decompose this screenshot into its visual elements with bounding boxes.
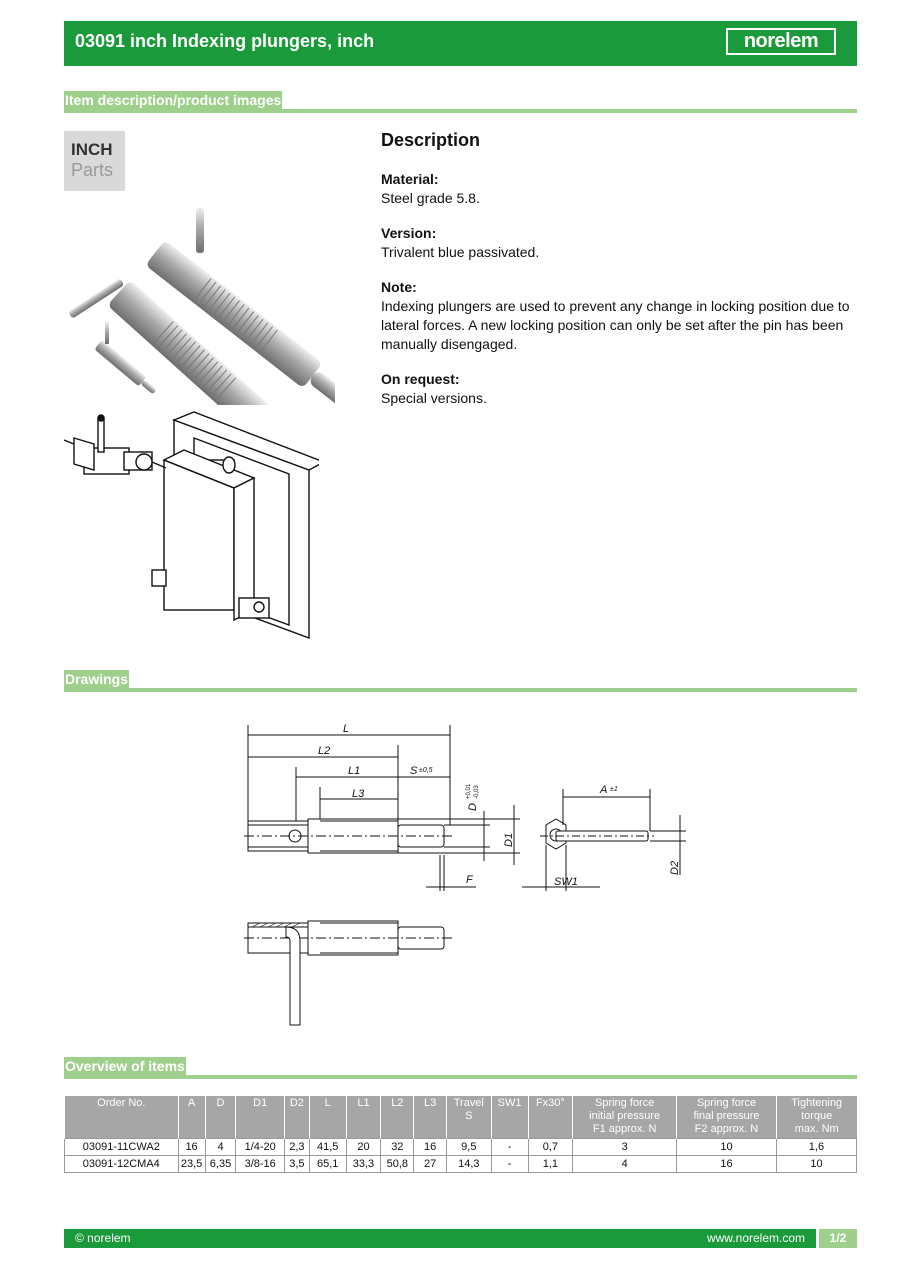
note-block (381, 278, 861, 354)
application-drawing (64, 410, 319, 640)
section-drawings (64, 670, 857, 692)
inch-parts-badge (64, 131, 125, 191)
request-block (381, 370, 861, 408)
col-fx30: Fx30° (528, 1096, 573, 1139)
col-d1: D1 (236, 1096, 284, 1139)
label-L3: L3 (352, 788, 365, 800)
label-S-tol: ±0,5 (419, 767, 433, 774)
col-travel: Travel S (446, 1096, 491, 1139)
version-label: Version: (381, 225, 437, 241)
table-row: 03091-11CWA2 16 4 1/4-20 2,3 41,5 20 32 16 9,5 - 0,7 3 10 1,6 (65, 1139, 857, 1156)
page-header (64, 21, 857, 66)
label-D2: D2 (669, 860, 681, 875)
col-tightening-torque: Tightening torque max. Nm (776, 1096, 856, 1139)
label-F: F (466, 874, 473, 886)
col-d: D (205, 1096, 236, 1139)
label-D-tol-upper: +0,01 (466, 783, 472, 799)
material-label: Material: (381, 171, 439, 187)
items-table (64, 1096, 857, 1173)
col-order-no: Order No. (65, 1096, 179, 1139)
label-A-tol: ±1 (610, 786, 618, 793)
page-footer (64, 1229, 857, 1248)
col-spring-force-f1: Spring force initial pressure F1 approx. N (573, 1096, 677, 1139)
note-text: Indexing plungers are used to prevent any change in locking position due to lateral forces. A new locking position can only be set after the pin has been manually disengaged. (381, 298, 850, 352)
page-title: 03091 inch Indexing plungers, inch (75, 31, 375, 51)
version-text: Trivalent blue passivated. (381, 244, 540, 260)
col-l: L (309, 1096, 346, 1139)
label-L: L (343, 723, 350, 735)
badge-line2: Parts (71, 160, 114, 180)
page-number: 1/2 (816, 1229, 857, 1248)
col-l3: L3 (414, 1096, 447, 1139)
section-overview (64, 1057, 857, 1079)
col-a: A (178, 1096, 205, 1139)
version-block (381, 224, 861, 262)
badge-line1: INCH (71, 140, 113, 159)
label-S: S (410, 765, 418, 777)
request-text: Special versions. (381, 390, 487, 406)
table-row: 03091-12CMA4 23,5 6,35 3/8-16 3,5 65,1 33,3 50,8 27 14,3 - 1,1 4 16 10 (65, 1156, 857, 1173)
col-spring-force-f2: Spring force final pressure F2 approx. N (677, 1096, 777, 1139)
section-label: Overview of items (65, 1058, 185, 1074)
norelem-logo: norelem (726, 28, 836, 55)
col-l1: L1 (346, 1096, 381, 1139)
section-label: Drawings (65, 671, 129, 687)
product-photo (60, 200, 335, 405)
label-D1: D1 (503, 832, 515, 847)
col-d2: D2 (284, 1096, 309, 1139)
label-L1: L1 (348, 765, 361, 777)
material-text: Steel grade 5.8. (381, 190, 480, 206)
description-title: Description (381, 130, 481, 150)
table-header-row (65, 1096, 857, 1139)
section-label: Item description/product images (65, 92, 282, 108)
request-label: On request: (381, 371, 460, 387)
note-label: Note: (381, 279, 417, 295)
label-D-tol-lower: -0,03 (474, 785, 480, 799)
description-block (381, 128, 861, 424)
col-sw1: SW1 (491, 1096, 528, 1139)
website-link[interactable]: www.norelem.com (706, 1231, 805, 1245)
section-item-description (64, 91, 857, 113)
label-SW1: SW1 (554, 876, 578, 888)
material-block (381, 170, 861, 208)
col-l2: L2 (381, 1096, 414, 1139)
label-L2: L2 (318, 745, 331, 757)
technical-drawing (230, 715, 700, 1035)
label-D: D (467, 803, 479, 811)
copyright-text: © norelem (75, 1231, 131, 1245)
label-A: A (600, 784, 608, 796)
